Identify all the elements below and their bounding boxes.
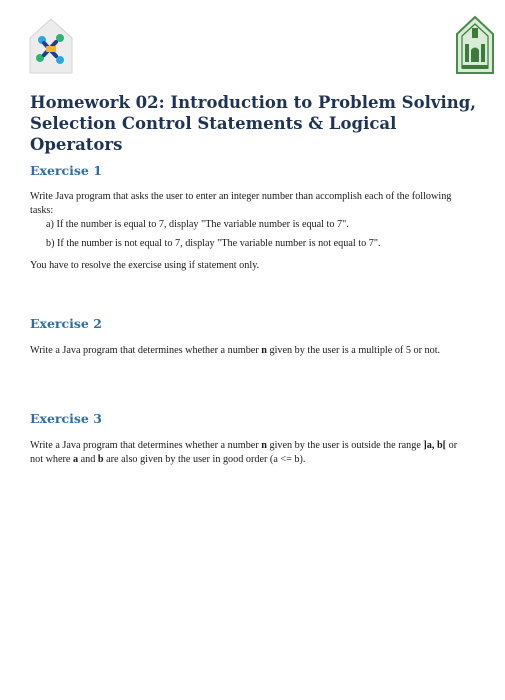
exercise-3-heading: Exercise 3 — [30, 411, 102, 426]
university-logo-left — [26, 16, 76, 76]
exercise-1-heading: Exercise 1 — [30, 163, 102, 178]
exercise-2-heading: Exercise 2 — [30, 316, 102, 331]
exercise-1-note: You have to resolve the exercise using if statement only. — [30, 260, 260, 271]
exercise-1-intro: Write Java program that asks the user to enter an integer number than accomplish each of the following tasks: — [30, 191, 452, 216]
exercise-1-item-a: a) If the number is equal to 7, display "The variable number is equal to 7". — [46, 219, 349, 230]
title-line-2: Selection Control Statements & Logical Operators — [30, 114, 397, 154]
title-line-1: Homework 02: Introduction to Problem Solving, — [30, 93, 476, 112]
exercise-3-text: Write a Java program that determines whether a number n given by the user is outside the range ]a, b[ or not where a and b are also given by the user in good order (a <= b). — [30, 440, 458, 465]
exercise-2-text: Write a Java program that determines whether a number n given by the user is a multiple of 5 or not. — [30, 345, 441, 356]
university-logo-right — [454, 14, 496, 76]
page-title — [30, 92, 480, 155]
exercise-1-item-b: b) If the number is not equal to 7, display "The variable number is not equal to 7". — [46, 238, 381, 249]
